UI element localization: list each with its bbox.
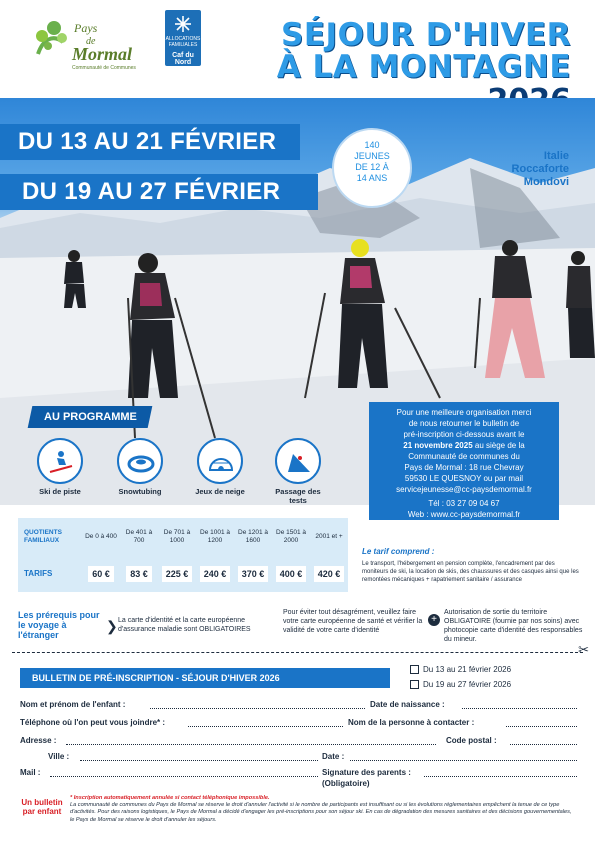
title-line-2: À LA MONTAGNE (276, 49, 571, 85)
participants-badge (332, 128, 412, 208)
info-phone: Tél : 03 27 09 04 67 (428, 499, 500, 508)
destination-town: Mondovi (523, 176, 569, 188)
participants-line: DE 12 À (355, 162, 389, 172)
info-email[interactable]: servicejeunesse@cc-paysdemormal.fr (396, 485, 532, 494)
tarif-comprend (362, 548, 582, 584)
city-label: Ville : (48, 752, 70, 761)
skier-icon (47, 448, 75, 476)
date-band-1: DU 13 AU 21 FÉVRIER (0, 124, 300, 160)
activity-label: Snowtubing (118, 487, 162, 496)
price-cell: 83 € (126, 566, 152, 582)
choice-label: Du 13 au 21 février 2026 (423, 665, 512, 674)
choice-label: Du 19 au 27 février 2026 (423, 680, 512, 689)
caf-logo (165, 10, 201, 66)
info-website[interactable]: Web : www.cc-paysdemormal.fr (407, 510, 521, 519)
date-label: Date : (322, 752, 345, 761)
activity-label: Jeux de neige (195, 487, 245, 496)
pays-de-mormal-logo (28, 14, 158, 72)
info-line: pré-inscription ci-dessous avant le (403, 430, 525, 439)
footnote-text: La communauté de communes du Pays de Mormal se réserve le droit d'annuler l'activité si le nombre de participants est insuffisant ou si les évolutions réglementaires empêchent la tenue de ce type d'activités. Pour des raisons logistiques, le Pays de Mormal a décidé d'engager les pré-inscriptions pour son séjour ski. En cas de dégradation des mesures sanitaires et des décisions gouvernementales, le Pays de Mormal se réserve le droit d'annuler les séjours. (70, 802, 572, 823)
session-choice-2[interactable] (410, 680, 511, 690)
birthdate-field[interactable] (462, 708, 577, 709)
activity-label: Passage des tests (275, 487, 321, 505)
date-band-2: DU 19 AU 27 FÉVRIER (0, 174, 318, 210)
igloo-icon (207, 448, 235, 476)
prereq-title: Les prérequis pour le voyage à l'étranger (18, 610, 100, 640)
tarif-label: TARIFS (24, 568, 53, 578)
price-values-row (18, 555, 348, 592)
chevron-right-icon: ❯ (106, 618, 118, 634)
activity-snow-games (190, 438, 250, 496)
price-cell: 240 € (200, 566, 231, 582)
info-line: de nous retourner le bulletin de (408, 419, 520, 428)
address-label: Adresse : (20, 736, 57, 745)
price-cell: 420 € (314, 566, 345, 582)
snowflake-icon (174, 15, 192, 33)
activity-tests (268, 438, 328, 505)
price-brackets-row (18, 518, 348, 555)
child-name-label: Nom et prénom de l'enfant : (20, 700, 126, 709)
phone-label: Téléphone où l'on peut vous joindre* : (20, 718, 166, 727)
info-line: Communauté de communes du (408, 452, 520, 461)
phone-field[interactable] (188, 726, 343, 727)
bracket-cell: De 701 à 1000 (163, 528, 191, 544)
bracket-cell: De 0 à 400 (85, 532, 117, 540)
info-address: Pays de Mormal : 18 rue Chevray (404, 463, 524, 472)
info-line: Pour une meilleure organisation merci (396, 408, 532, 417)
title-line-1: SÉJOUR D'HIVER (281, 17, 571, 53)
mail-field[interactable] (50, 776, 318, 777)
header (0, 0, 595, 98)
child-name-field[interactable] (150, 708, 365, 709)
info-deadline-line (375, 440, 553, 451)
price-cell: 225 € (162, 566, 193, 582)
checkbox[interactable] (410, 665, 419, 674)
session-choice-1[interactable] (410, 665, 511, 675)
svg-text:Mormal: Mormal (72, 44, 133, 64)
contact-label: Nom de la personne à contacter : (348, 718, 475, 727)
caf-label: ALLOCATIONS FAMILIALES (165, 36, 201, 48)
caf-word: Caf du Nord (172, 52, 194, 66)
signature-note: (Obligatoire) (322, 779, 370, 788)
price-cell: 400 € (276, 566, 307, 582)
qf-label: QUOTIENTS FAMILIAUX (24, 528, 62, 544)
postal-field[interactable] (510, 744, 577, 745)
activity-ski (30, 438, 90, 496)
date-field[interactable] (350, 760, 577, 761)
postal-label: Code postal : (446, 736, 497, 745)
scissors-icon: ✂ (578, 642, 589, 657)
signature-field[interactable] (424, 776, 577, 777)
info-deadline: 21 novembre 2025 (403, 441, 473, 450)
city-field[interactable] (80, 760, 318, 761)
birthdate-label: Date de naissance : (370, 700, 445, 709)
activity-label: Ski de piste (39, 487, 81, 496)
participants-line: 14 ANS (356, 173, 388, 183)
bracket-cell: De 401 à 700 (125, 528, 153, 544)
slope-icon (285, 448, 313, 476)
participants-count: 140 (364, 140, 380, 150)
prereq-item: La carte d'identité et la carte européenne d'assurance maladie sont OBLIGATOIRES (118, 617, 251, 633)
info-address: 59530 LE QUESNOY ou par mail (404, 474, 524, 483)
prereq-item: Pour éviter tout désagrément, veuillez faire votre carte européenne de santé et vérifier la validité de votre carte d'identité (283, 609, 423, 634)
price-cell: 370 € (238, 566, 269, 582)
mail-label: Mail : (20, 768, 41, 777)
destination (512, 150, 569, 189)
programme-title: AU PROGRAMME (28, 406, 153, 428)
form-title: BULLETIN DE PRÉ-INSCRIPTION - SÉJOUR D'HIVER 2026 (20, 668, 390, 688)
info-line: au siège de la (472, 441, 525, 450)
svg-text:Pays: Pays (74, 21, 98, 35)
bracket-cell: De 1501 à 2000 (276, 528, 306, 544)
contact-field[interactable] (506, 726, 577, 727)
address-field[interactable] (66, 744, 436, 745)
prereq-item: Autorisation de sortie du territoire OBLIGATOIRE (fournie par nos soins) avec photocopie carte d'identité des responsables du mineur. (444, 609, 583, 643)
bracket-cell: 2001 et + (315, 532, 343, 540)
plus-icon: + (428, 614, 440, 626)
footnote (70, 795, 575, 824)
tarif-title: Le tarif comprend : (362, 547, 435, 556)
info-box (369, 402, 559, 520)
bracket-cell: De 1001 à 1200 (200, 528, 230, 544)
checkbox[interactable] (410, 680, 419, 689)
activity-snowtubing (110, 438, 170, 496)
tube-icon (127, 448, 155, 476)
footnote-warning: * Inscription automatiquement annulée si contact téléphonique impossible. (70, 795, 270, 801)
svg-text:Communauté de Communes: Communauté de Communes (72, 65, 136, 71)
participants-line: JEUNES (354, 151, 390, 161)
tarif-text: Le transport, l'hébergement en pension complète, l'encadrement par des moniteurs de ski, la location de skis, des chaussures et des casques ainsi que les remontées mécaniques + rapatriement sanitaire / assurance (362, 561, 579, 583)
destination-town: Roccaforte (511, 163, 569, 175)
signature-label: Signature des parents : (322, 768, 411, 777)
cut-line (12, 652, 583, 653)
price-cell: 60 € (88, 566, 114, 582)
bracket-cell: De 1201 à 1600 (238, 528, 268, 544)
price-table (18, 518, 348, 592)
svg-text:de: de (86, 36, 96, 47)
bulletin-note: Un bulletin par enfant (21, 798, 63, 816)
destination-country: Italie (543, 150, 569, 162)
